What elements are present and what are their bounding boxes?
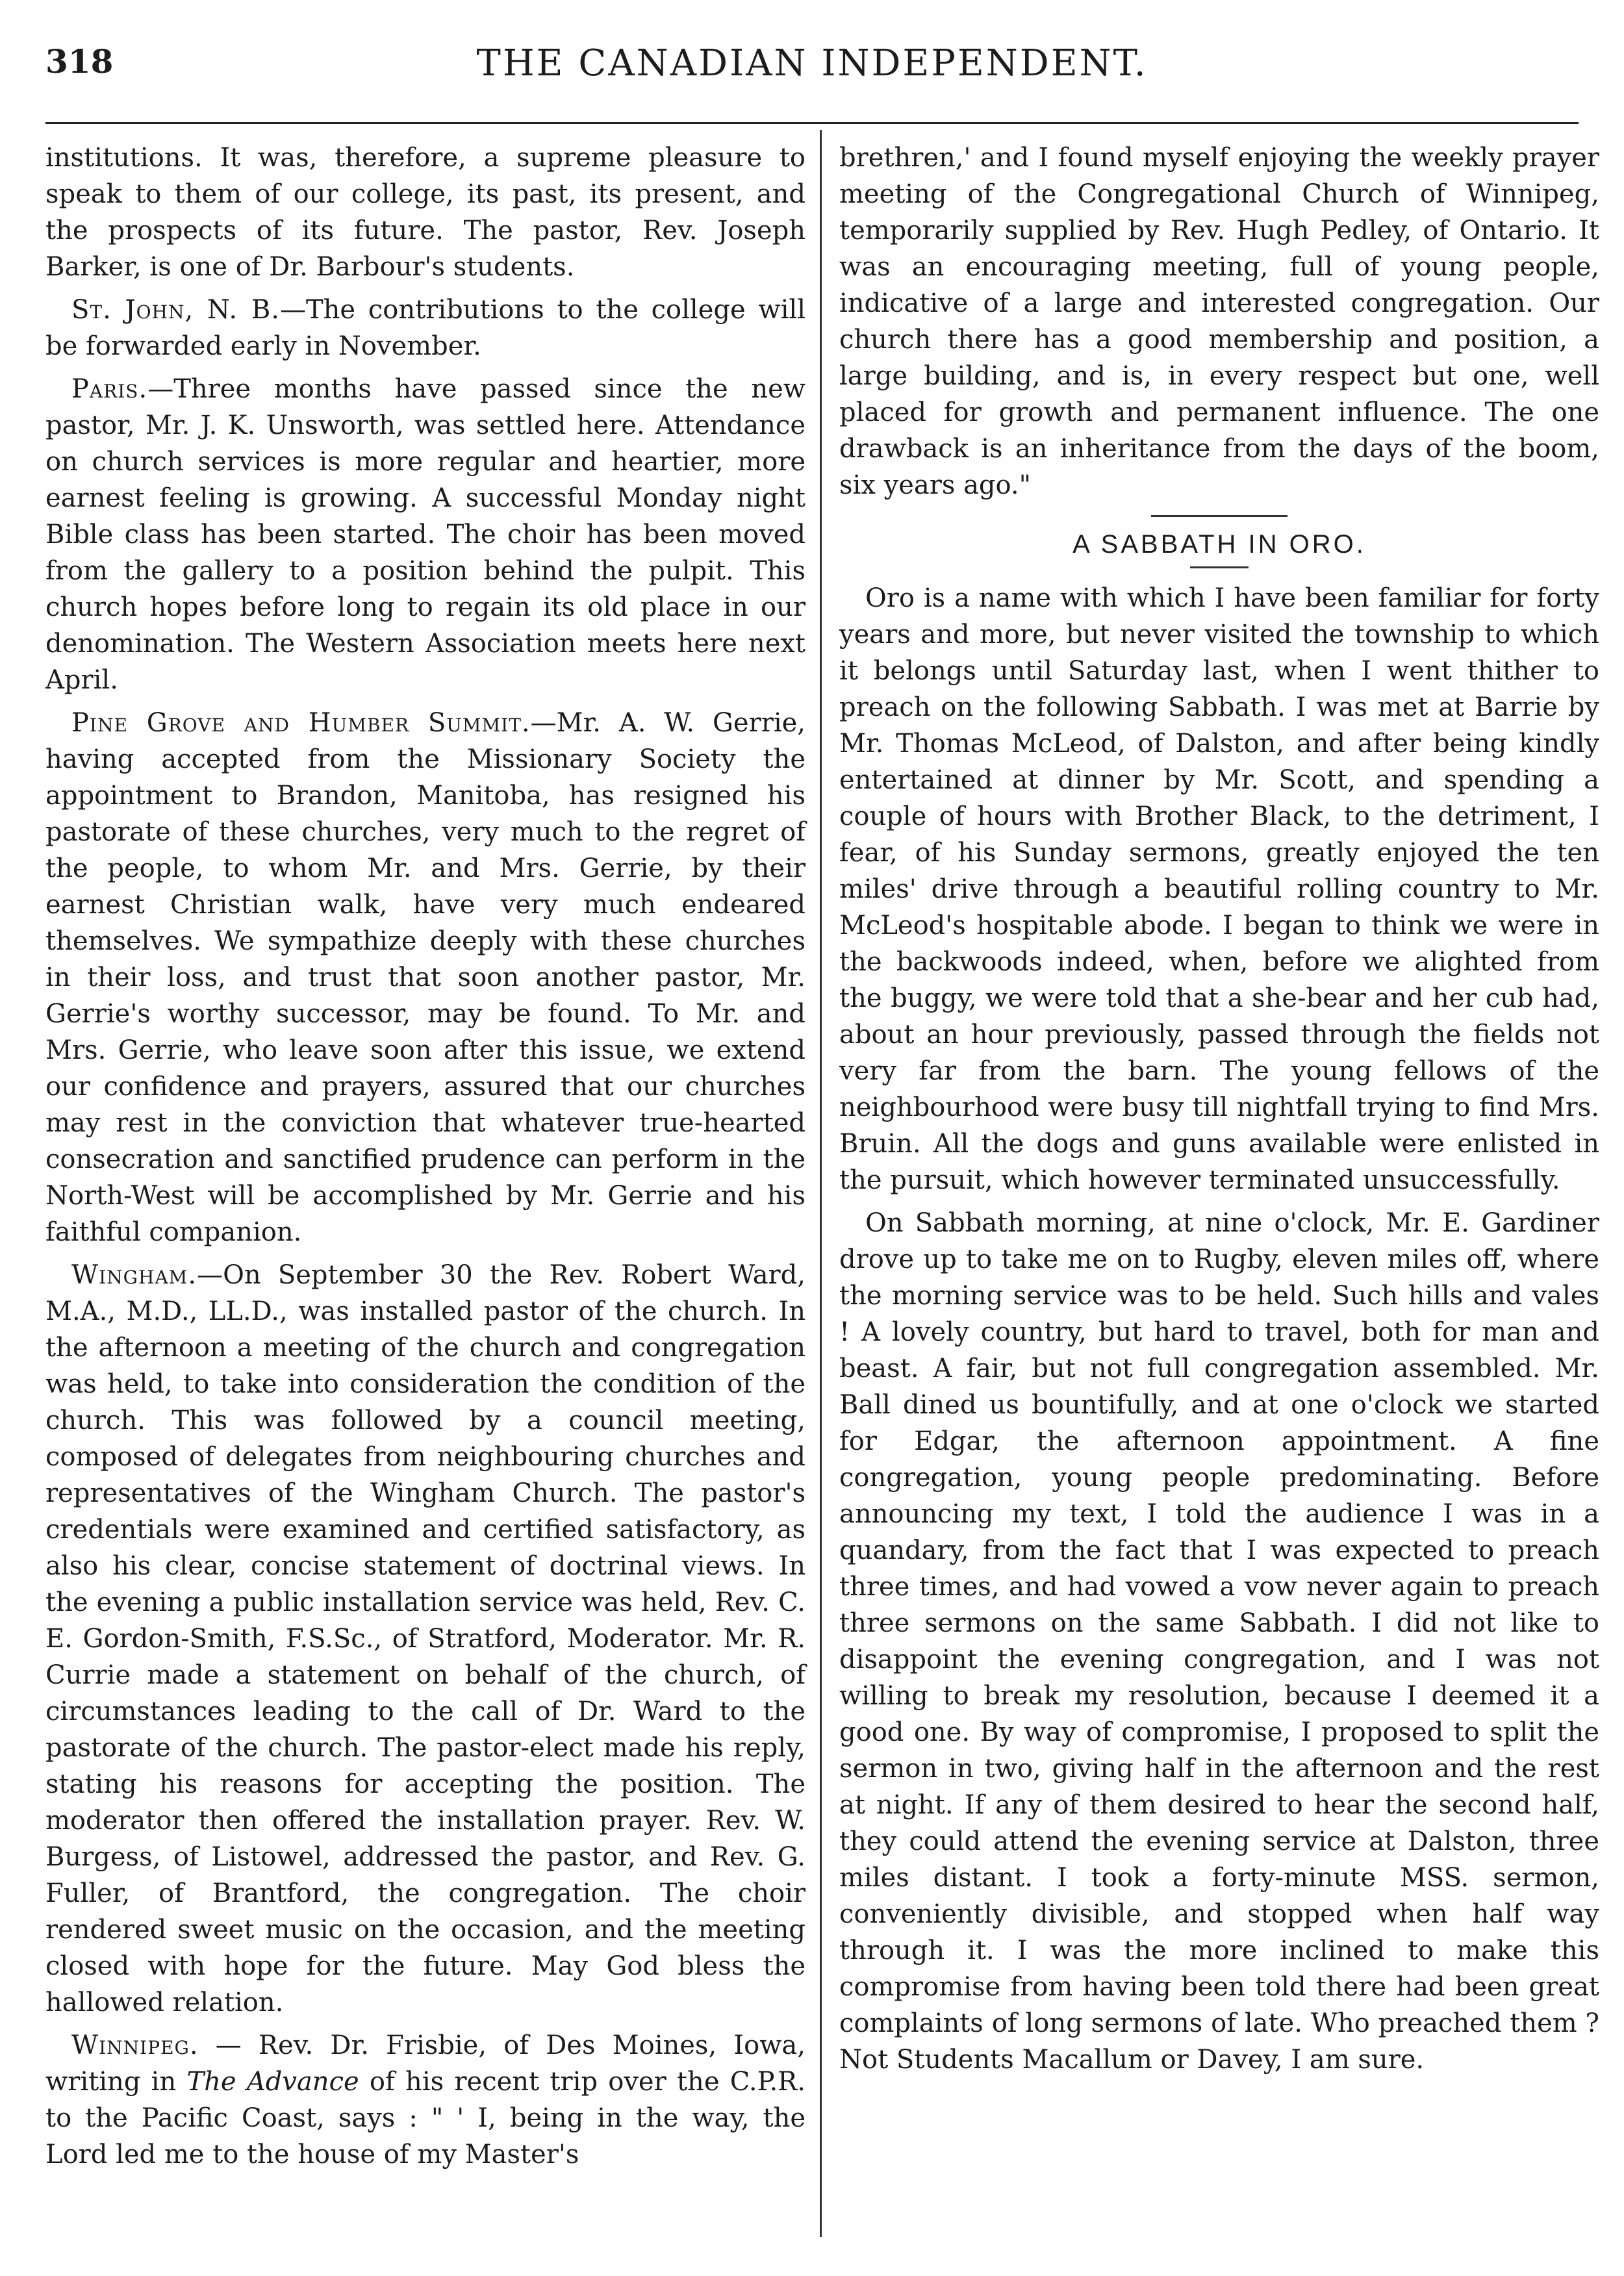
paragraph-winnipeg-text-a: — Rev. Dr. Frisbie, of Des Moines, Iowa, writing in — [45, 2030, 806, 2097]
dateline-paris: Paris. — [71, 374, 148, 404]
paragraph-winnipeg-text-b: of his recent trip over the C.P.R. to the Pacific Coast, says : " ' I, being in the way, the Lord led me to the house of my Master's — [45, 2067, 806, 2169]
paragraph-st-john — [45, 292, 806, 364]
section-heading: A SABBATH IN ORO. — [1072, 530, 1366, 559]
right-column — [839, 140, 1599, 2084]
page-header — [45, 42, 1579, 114]
dateline-st-john: St. John, N. B. — [71, 295, 280, 325]
journal-title: THE CANADIAN INDEPENDENT. — [476, 42, 1148, 84]
dateline-pine-grove: Pine Grove and Humber Summit. — [71, 708, 531, 738]
section-rule-bottom — [1190, 566, 1249, 568]
paragraph-st-john-text: —The contributions to the college will be forwarded early in November. — [45, 295, 806, 361]
dateline-winnipeg: Winnipeg. — [71, 2030, 199, 2060]
page-number: 318 — [45, 42, 114, 81]
dateline-wingham: Wingham. — [71, 1260, 197, 1290]
paragraph-wingham — [45, 1257, 806, 2021]
paragraph-college-continued: institutions. It was, therefore, a supreme pleasure to speak to them of our college, its past, its present, and the prospects of its future. The pastor, Rev. Joseph Barker, is one of Dr. Barbour's students. — [45, 143, 806, 282]
paragraph-oro-intro: Oro is a name with which I have been familiar for forty years and more, but never visited the township to which it belongs until Saturday last, when I went thither to preach on the following Sabbath. I was met at Barrie by Mr. Thomas McLeod, of Dalston, and after being kindly entertained at dinner by Mr. Scott, and spending a couple of hours with Brother Black, to the detriment, I fear, of his Sunday sermons, greatly enjoyed the ten miles' drive through a beautiful rolling country to Mr. McLeod's hospitable abode. I began to think we were in the backwoods indeed, when, before we alighted from the buggy, we were told that a she-bear and her cub had, about an hour previously, passed through the fields not very far from the barn. The young fellows of the neighbourhood were busy till nightfall trying to find Mrs. Bruin. All the dogs and guns available were enlisted in the pursuit, which however terminated unsuccessfully. — [839, 583, 1599, 1195]
section-rule-top — [1151, 515, 1288, 517]
left-column — [45, 140, 806, 2179]
paragraph-wingham-text: —On September 30 the Rev. Robert Ward, M.A., M.D., LL.D., was installed pastor of the church. In the afternoon a meeting of the church and congregation was held, to take into consideration the condition of the church. This was followed by a council meeting, composed of delegates from neighbouring churches and representatives of the Wingham Church. The pastor's credentials were examined and certified satisfactory, as also his clear, concise statement of doctrinal views. In the evening a public installation service was held, Rev. C. E. Gordon-Smith, F.S.Sc., of Stratford, Moderator. Mr. R. Currie made a statement on behalf of the church, of circumstances leading to the call of Dr. Ward to the pastorate of the church. The pastor-elect made his reply, stating his reasons for accepting the position. The moderator then offered the installation prayer. Rev. W. Burgess, of Listowel, addressed the pastor, and Rev. G. Fuller, of Brantford, the congregation. The choir rendered sweet music on the occasion, and the meeting closed with hope for the future. May God bless the hallowed relation. — [45, 1260, 806, 2017]
paragraph-paris — [45, 371, 806, 698]
paragraph-winnipeg — [45, 2027, 806, 2173]
paragraph-paris-text: —Three months have passed since the new pastor, Mr. J. K. Unsworth, was settled here. Attendance on church services is more regular and heartier, more earnest feeling is growing. A successful Monday night Bible class has been started. The choir has been moved from the gallery to a position behind the pulpit. This church hopes before long to regain its old place in our denomination. The Western Association meets here next April. — [45, 374, 806, 695]
publication-title: The Advance — [186, 2067, 359, 2097]
column-divider — [820, 130, 822, 2237]
paragraph-pine-grove-text: —Mr. A. W. Gerrie, having accepted from the Missionary Society the appointment to Brandon, Manitoba, has resigned his pastorate of these churches, very much to the regret of the people, to whom Mr. and Mrs. Gerrie, by their earnest Christian walk, have very much endeared themselves. We sympathize deeply with these churches in their loss, and trust that soon another pastor, Mr. Gerrie's worthy successor, may be found. To Mr. and Mrs. Gerrie, who leave soon after this issue, we extend our confidence and prayers, assured that our churches may rest in the conviction that whatever true-hearted consecration and sanctified prudence can perform in the North-West will be accomplished by Mr. Gerrie and his faithful companion. — [45, 708, 806, 1247]
paragraph-winnipeg-continued: brethren,' and I found myself enjoying the weekly prayer meeting of the Congregational Church of Winnipeg, temporarily supplied by Rev. Hugh Pedley, of Ontario. It was an encouraging meeting, full of young people, indicative of a large and interested congregation. Our church there has a good membership and position, a large building, and is, in every respect but one, well placed for growth and permanent influence. The one drawback is an inheritance from the days of the boom, six years ago." — [839, 143, 1599, 500]
paragraph-sabbath-morning: On Sabbath morning, at nine o'clock, Mr. E. Gardiner drove up to take me on to Rugby, eleven miles off, where the morning service was to be held. Such hills and vales ! A lovely country, but hard to travel, both for man and beast. A fair, but not full congregation assembled. Mr. Ball dined us bountifully, and at one o'clock we started for Edgar, the afternoon appointment. A fine congregation, young people predominating. Before announcing my text, I told the audience I was in a quandary, from the fact that I was expected to preach three times, and had vowed a vow never again to preach three sermons on the same Sabbath. I did not like to disappoint the evening congregation, and I was not willing to break my resolution, because I deemed it a good one. By way of compromise, I proposed to split the sermon in two, giving half in the afternoon and the rest at night. If any of them desired to hear the second half, they could attend the evening service at Dalston, three miles distant. I took a forty-minute MSS. sermon, conveniently divisible, and stopped when half way through it. I was the more inclined to make this compromise from having been told there had been great complaints of long sermons of late. Who preached them ? Not Students Macallum or Davey, I am sure. — [839, 1208, 1599, 2075]
paragraph-pine-grove — [45, 705, 806, 1250]
header-rule — [45, 122, 1579, 124]
